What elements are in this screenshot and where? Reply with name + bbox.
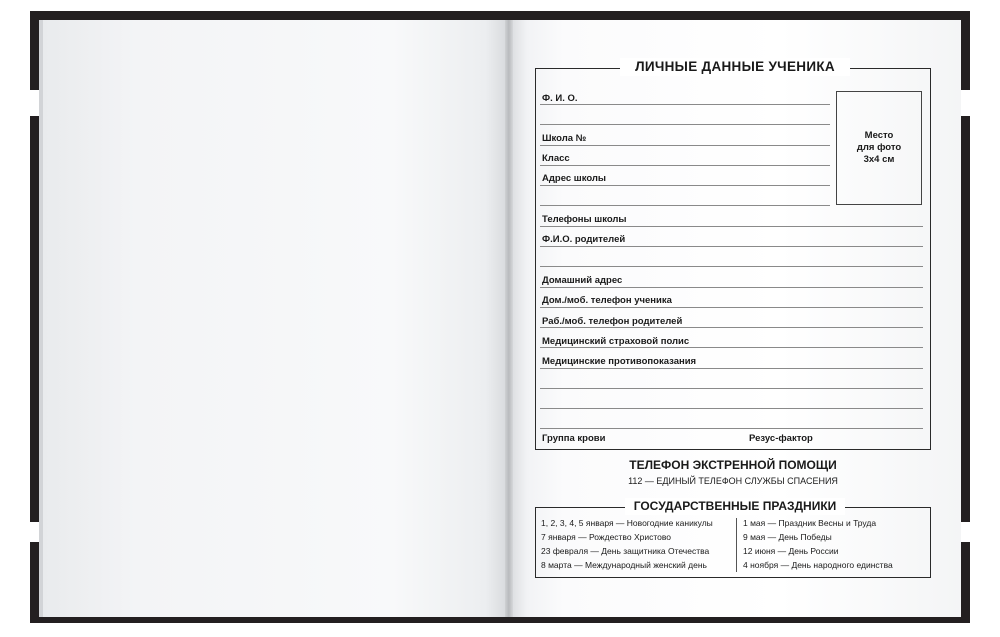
holiday-item: 23 февраля — День защитника Отечества [541, 546, 710, 556]
writing-line [540, 307, 923, 308]
cover-edge-left-bottom [30, 522, 39, 542]
writing-line [540, 347, 923, 348]
holiday-item: 8 марта — Международный женский день [541, 560, 707, 570]
holiday-item: 1, 2, 3, 4, 5 января — Новогодние каникулы [541, 518, 713, 528]
writing-line [540, 327, 923, 328]
field-fio-label: Ф. И. О. [542, 93, 578, 104]
writing-line [540, 124, 830, 125]
writing-line [540, 104, 830, 105]
writing-line [540, 408, 923, 409]
holidays-divider [736, 518, 737, 572]
writing-line [540, 388, 923, 389]
writing-line [540, 246, 923, 247]
writing-line [540, 145, 830, 146]
form-title: ЛИЧНЫЕ ДАННЫЕ УЧЕНИКА [620, 58, 850, 76]
notebook-spine [505, 20, 513, 617]
field-parents-fio-label: Ф.И.О. родителей [542, 234, 626, 245]
field-school-label: Школа № [542, 133, 587, 144]
writing-line [540, 226, 923, 227]
field-contraindications-label: Медицинские противопоказания [542, 356, 697, 367]
field-rh-factor-label: Резус-фактор [749, 433, 813, 444]
holiday-item: 7 января — Рождество Христово [541, 532, 672, 542]
photo-placeholder-label: Место для фото 3х4 см [856, 130, 902, 165]
writing-line [540, 287, 923, 288]
holiday-item: 4 ноября — День народного единства [743, 560, 893, 570]
field-school-phones-label: Телефоны школы [542, 214, 627, 225]
field-insurance-label: Медицинский страховой полис [542, 336, 690, 347]
writing-line [540, 368, 923, 369]
emergency-title: ТЕЛЕФОН ЭКСТРЕННОЙ ПОМОЩИ [629, 458, 837, 472]
holiday-item: 9 мая — День Победы [743, 532, 832, 542]
cover-edge-right-bottom [961, 522, 970, 542]
writing-line [540, 185, 830, 186]
field-parents-phone-label: Раб./моб. телефон родителей [542, 316, 683, 327]
cover-edge-right [961, 90, 970, 116]
cover-edge-left [30, 90, 39, 116]
photo-placeholder [836, 91, 922, 205]
writing-line [540, 205, 830, 206]
writing-line [540, 428, 923, 429]
field-school-address-label: Адрес школы [542, 173, 607, 184]
writing-line [540, 266, 923, 267]
field-class-label: Класс [542, 153, 570, 164]
holiday-item: 12 июня — День России [743, 546, 839, 556]
field-blood-group-label: Группа крови [542, 433, 606, 444]
writing-line [540, 165, 830, 166]
blank-left-page [39, 20, 509, 617]
emergency-subtitle: 112 — ЕДИНЫЙ ТЕЛЕФОН СЛУЖБЫ СПАСЕНИЯ [628, 476, 838, 486]
field-home-address-label: Домашний адрес [542, 275, 623, 286]
holidays-title: ГОСУДАРСТВЕННЫЕ ПРАЗДНИКИ [625, 498, 845, 515]
holiday-item: 1 мая — Праздник Весны и Труда [743, 518, 877, 528]
field-student-phone-label: Дом./моб. телефон ученика [542, 295, 672, 306]
